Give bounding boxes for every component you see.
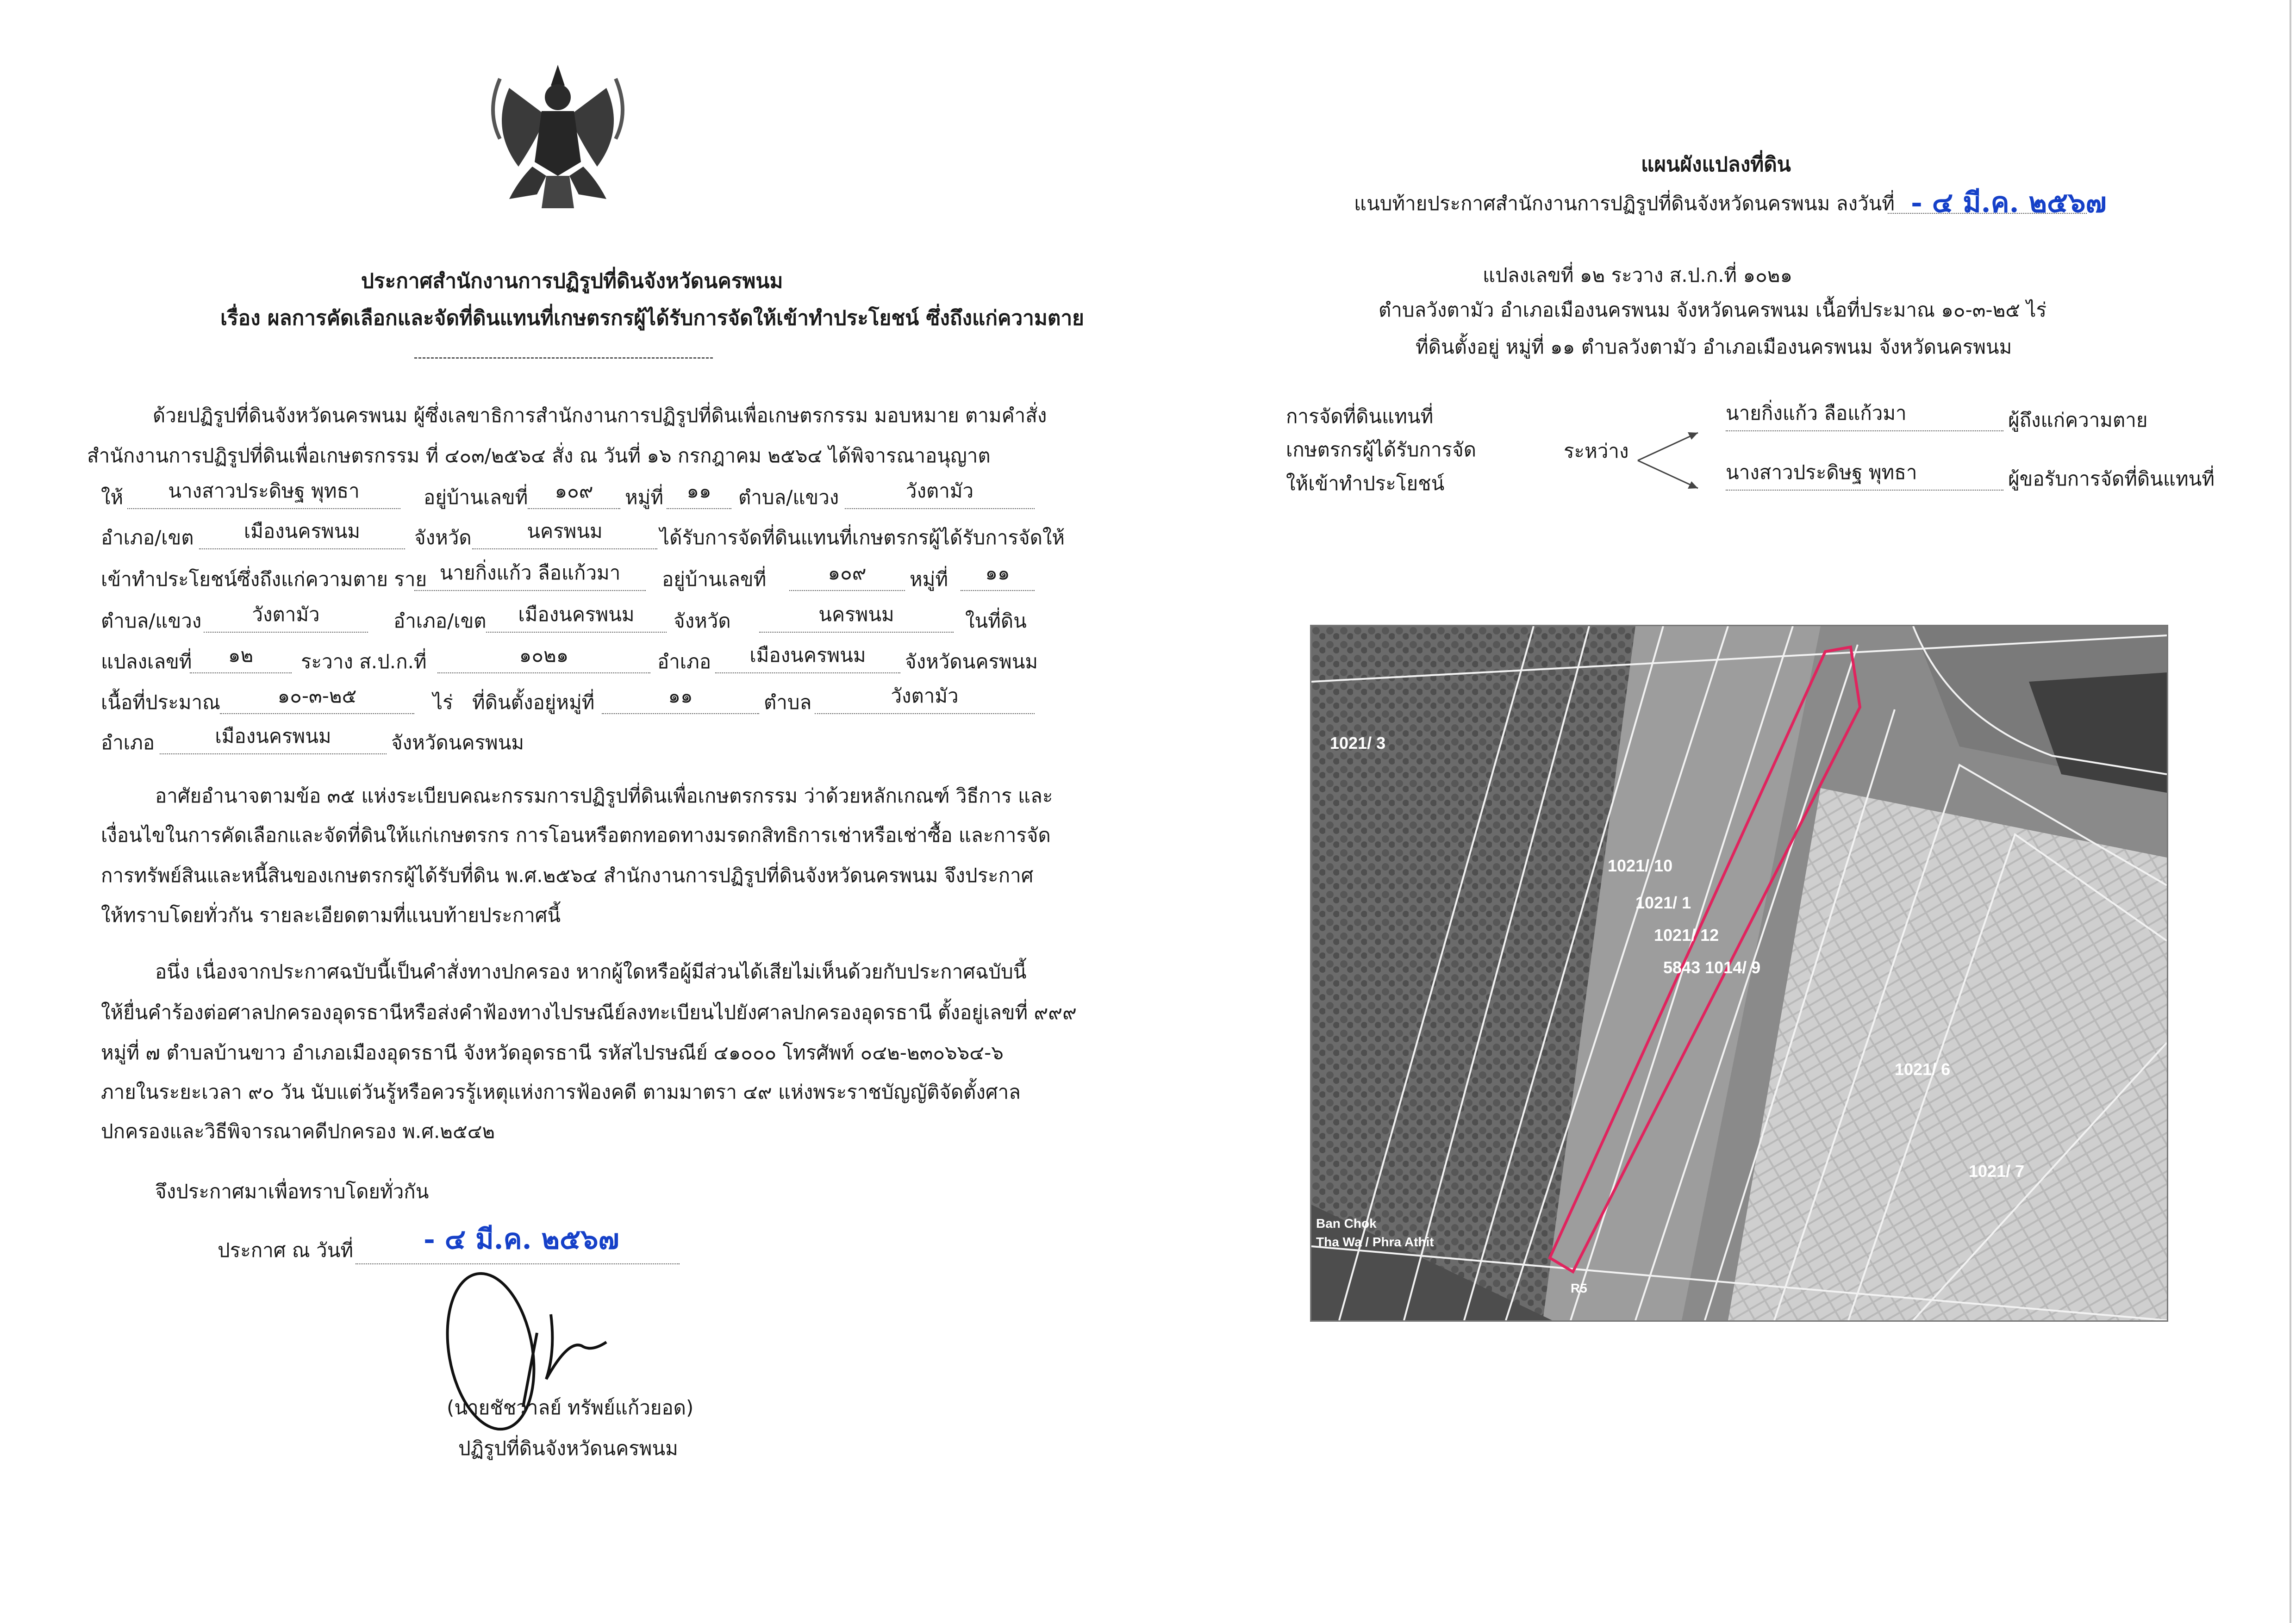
row2-text: ได้รับการจัดที่ดินแทนที่เกษตรกรผู้ได้รับการจัดให้: [660, 526, 1065, 549]
plot-line-1: แปลงเลขที่ ๑๒ ระวาง ส.ป.ก.ที่ ๑๐๒๑: [1483, 264, 1793, 286]
allocation-label-3: ให้เข้าทำประโยชน์: [1286, 472, 1445, 495]
deceased-province-field: นครพนม: [759, 609, 954, 633]
para1-line2: สำนักงานการปฏิรูปที่ดินเพื่อเกษตรกรรม ที่ ๔๐๓/๒๕๖๔ สั่ง ณ วันที่ ๑๖ กรกฎาคม ๒๕๖๔ ได้พิจารณาอนุญาต: [87, 444, 991, 467]
closing-line: จึงประกาศมาเพื่อทราบโดยทั่วกัน: [155, 1180, 429, 1203]
grantee-name-field: นางสาวประดิษฐ พุทธา: [127, 485, 400, 509]
plot-amphoe-field: เมืองนครพนม: [715, 649, 900, 673]
allocation-label-2: เกษตรกรผู้ได้รับการจัด: [1286, 438, 1476, 461]
row4-label-province: จังหวัด: [674, 609, 731, 632]
para3-line5: ปกครองและวิธีพิจารณาคดีปกครอง พ.ศ.๒๕๔๒: [101, 1120, 495, 1143]
deceased-tambon-field: วังตามัว: [204, 609, 368, 633]
deceased-moo-field: ๑๑: [961, 567, 1035, 591]
para2-line1: อาศัยอำนาจตามข้อ ๓๕ แห่งระเบียบคณะกรรมการปฏิรูปที่ดินเพื่อเกษตรกรรม ว่าด้วยหลักเกณฑ์ วิธีการ และ: [155, 784, 1053, 807]
between-label: ระหว่าง: [1564, 440, 1629, 462]
deceased-role: ผู้ถึงแก่ความตาย: [2008, 409, 2148, 431]
row1-label-to: ให้: [101, 486, 124, 509]
grantee-house-no-field: ๑๐๙: [528, 485, 620, 509]
aerial-map: [1310, 625, 2168, 1322]
row5-label-map-sheet: ระวาง ส.ป.ก.ที่: [301, 650, 427, 673]
page-edge: [2290, 0, 2291, 1623]
map-label-1021-1: 1021/ 1: [1635, 893, 1691, 912]
row1-label-tambon: ตำบล/แขวง: [738, 486, 839, 509]
row4-label-amphoe: อำเภอ/เขต: [393, 609, 487, 632]
plot-line-3: ที่ดินตั้งอยู่ หมู่ที่ ๑๑ ตำบลวังตามัว อำเภอเมืองนครพนม จังหวัดนครพนม: [1416, 336, 2012, 358]
map-label-village: Ban Chok: [1316, 1216, 1377, 1231]
map-label-1021-3: 1021/ 3: [1330, 734, 1386, 752]
para1-line1: ด้วยปฏิรูปที่ดินจังหวัดนครพนม ผู้ซึ่งเลขาธิการสำนักงานการปฏิรูปที่ดินเพื่อเกษตรกรรม มอบหมาย ตามคำสั่ง: [153, 404, 1047, 427]
header-divider: [414, 357, 713, 359]
attachment-date-value: - ๔ มี.ค. ๒๕๖๗: [1911, 187, 2107, 219]
row6-label-tambon: ตำบล: [764, 691, 812, 714]
row3-label-moo: หมู่ที่: [910, 568, 948, 591]
announce-date-value: - ๔ มี.ค. ๒๕๖๗: [424, 1223, 619, 1256]
deceased-amphoe-field: เมืองนครพนม: [486, 609, 667, 633]
between-arrows: [1633, 421, 1707, 500]
deceased-house-no-field: ๑๐๙: [789, 567, 905, 591]
para2-line3: การทรัพย์สินและหนี้สินของเกษตรกรผู้ได้รับที่ดิน พ.ศ.๒๕๖๔ สำนักงานการปฏิรูปที่ดินจังหวัดนครพนม จึงประกาศ: [101, 864, 1034, 887]
grantee-moo-field: ๑๑: [667, 485, 731, 509]
plot-line-2: ตำบลวังตามัว อำเภอเมืองนครพนม จังหวัดนครพนม เนื้อที่ประมาณ ๑๐-๓-๒๕ ไร่: [1379, 298, 2047, 321]
map-label-5843: 5843 1014/ 9: [1663, 958, 1761, 977]
row2-label-province: จังหวัด: [414, 526, 472, 549]
row7-text: จังหวัดนครพนม: [391, 731, 524, 754]
row5-label-amphoe: อำเภอ: [657, 650, 711, 673]
aerial-map-image: [1311, 626, 2167, 1320]
map-label-1021-6: 1021/ 6: [1895, 1060, 1951, 1079]
row3-label: เข้าทำประโยชน์ซึ่งถึงแก่ความตาย ราย: [101, 568, 427, 591]
para3-line2: ให้ยื่นคำร้องต่อศาลปกครองอุดรธานีหรือส่งคำฟ้องทางไปรษณีย์ลงทะเบียนไปยังศาลปกครองอุดรธานี ตั้งอยู่เลขที่ ๙๙๙: [101, 1001, 1077, 1024]
row7-label-amphoe: อำเภอ: [101, 731, 155, 754]
plot-moo-field: ๑๑: [602, 690, 759, 714]
row6-label-location-moo: ที่ดินตั้งอยู่หมู่ที่: [472, 691, 595, 714]
grantee-tambon-field: วังตามัว: [845, 485, 1035, 509]
para3-line1: อนึ่ง เนื่องจากประกาศฉบับนี้เป็นคำสั่งทางปกครอง หากผู้ใดหรือผู้มีส่วนได้เสียไม่เห็นด้วยกับประกาศฉบับนี้: [155, 960, 1027, 983]
attachment-label: แนบท้ายประกาศสำนักงานการปฏิรูปที่ดินจังหวัดนครพนม ลงวันที่: [1354, 192, 1895, 215]
announce-date-label: ประกาศ ณ วันที่: [218, 1239, 354, 1262]
row4-text: ในที่ดิน: [965, 609, 1027, 632]
signer-title: ปฏิรูปที่ดินจังหวัดนครพนม: [458, 1437, 678, 1460]
row3-label-house: อยู่บ้านเลขที่: [662, 568, 767, 591]
signer-name: (นายชัชวาลย์ ทรัพย์แก้วยอด): [447, 1396, 694, 1419]
recipient-role: ผู้ขอรับการจัดที่ดินแทนที่: [2008, 467, 2215, 490]
deceased-person-field: นายกิ่งแก้ว ลือแก้วมา: [1726, 407, 2003, 431]
map-label-1021-12: 1021/ 12: [1654, 926, 1719, 945]
para2-line2: เงื่อนไขในการคัดเลือกและจัดที่ดินให้แก่เกษตรกร การโอนหรือตกทอดทางมรดกสิทธิการเช่าหรือเช่าซื้อ และการจัด: [101, 824, 1051, 846]
row6-label-area: เนื้อที่ประมาณ: [101, 691, 220, 714]
plot-tambon-field: วังตามัว: [815, 690, 1035, 714]
grantee-province-field: นครพนม: [472, 525, 657, 549]
para3-line3: หมู่ที่ ๗ ตำบลบ้านขาว อำเภอเมืองอุดรธานี จังหวัดอุดรธานี รหัสไปรษณีย์ ๔๑๐๐๐ โทรศัพท์ ๐๔๒-๒๓๐๖๖๔-๖: [101, 1041, 1004, 1064]
map-label-road: R5: [1571, 1281, 1587, 1295]
grantee-amphoe-field: เมืองนครพนม: [199, 525, 405, 549]
row2-label-amphoe: อำเภอ/เขต: [101, 526, 194, 549]
garuda-emblem: [481, 60, 634, 213]
deceased-name-field: นายกิ่งแก้ว ลือแก้วมา: [414, 567, 646, 591]
map-label-place: Tha Wa / Phra Athit: [1316, 1235, 1434, 1249]
plot-amphoe2-field: เมืองนครพนม: [160, 730, 387, 754]
map-label-1021-10: 1021/ 10: [1608, 856, 1673, 875]
para2-line4: ให้ทราบโดยทั่วกัน รายละเอียดตามที่แนบท้ายประกาศนี้: [101, 904, 561, 927]
row1-label-house: อยู่บ้านเลขที่: [424, 486, 528, 509]
map-sheet-field: ๑๐๒๑: [437, 649, 650, 673]
plot-no-field: ๑๒: [190, 649, 292, 673]
left-page: [0, 0, 1133, 1623]
announce-date-line: [356, 1263, 680, 1264]
row5-label-plot: แปลงเลขที่: [101, 650, 192, 673]
row5-text: จังหวัดนครพนม: [905, 650, 1038, 673]
map-label-1021-7: 1021/ 7: [1969, 1162, 2025, 1181]
row4-label-tambon: ตำบล/แขวง: [101, 609, 202, 632]
area-field: ๑๐-๓-๒๕: [220, 690, 414, 714]
announcement-title: ประกาศสำนักงานการปฏิรูปที่ดินจังหวัดนครพนม: [361, 269, 783, 293]
map-title: แผนผังแปลงที่ดิน: [1641, 153, 1791, 176]
announcement-subject: เรื่อง ผลการคัดเลือกและจัดที่ดินแทนที่เกษตรกรผู้ได้รับการจัดให้เข้าทำประโยชน์ ซึ่งถึงแก่ความตาย: [220, 306, 1084, 330]
row1-label-moo: หมู่ที่: [625, 486, 664, 509]
para3-line4: ภายในระยะเวลา ๙๐ วัน นับแต่วันรู้หรือควรรู้เหตุแห่งการฟ้องคดี ตามมาตรา ๔๙ แห่งพระราชบัญญัติจัดตั้งศาล: [101, 1081, 1021, 1103]
allocation-label-1: การจัดที่ดินแทนที่: [1286, 405, 1434, 428]
recipient-person-field: นางสาวประดิษฐ พุทธา: [1726, 466, 2003, 491]
row6-label-rai: ไร่: [433, 691, 453, 714]
